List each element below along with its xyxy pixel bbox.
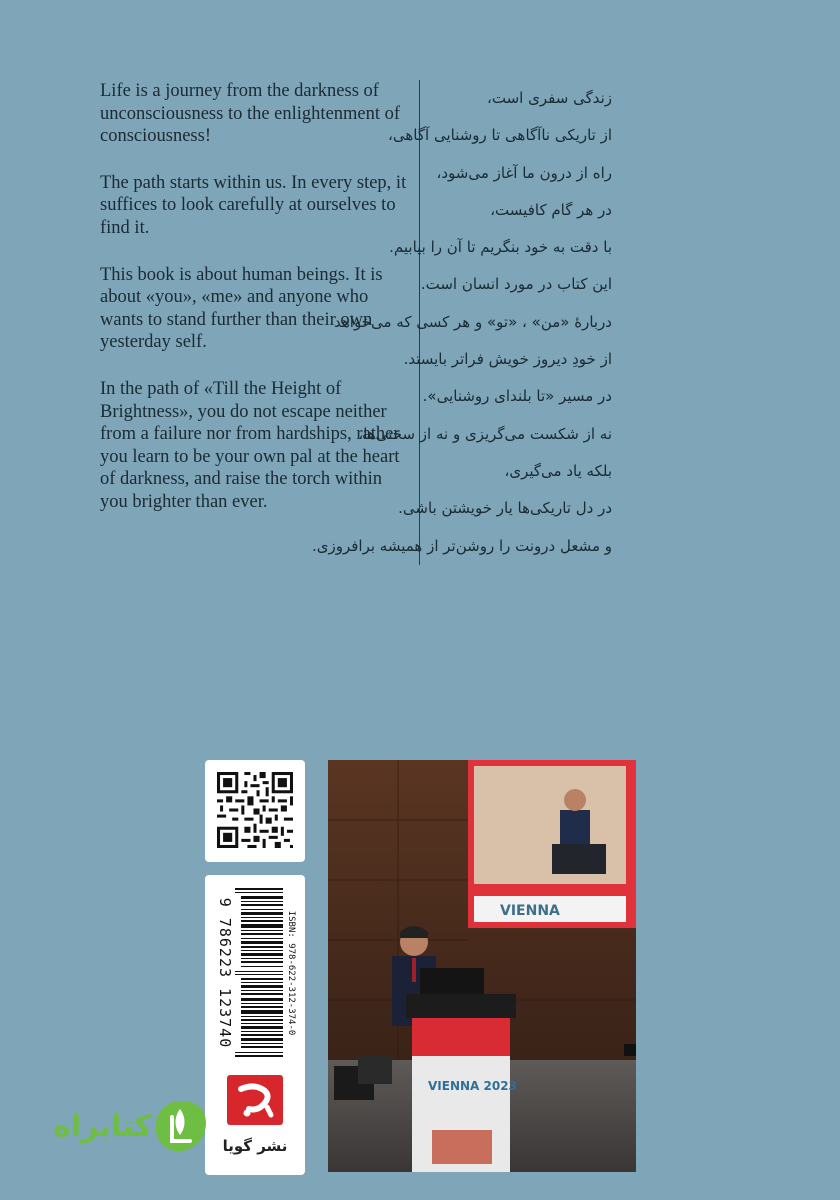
persian-line: این کتاب در مورد انسان است.	[420, 275, 612, 294]
persian-line: در دل تاریکی‌ها یار خویشتن باشی.	[398, 499, 612, 518]
isbn-label: ISBN: 978-622-312-374-0	[286, 910, 296, 1036]
persian-line: دربارهٔ «من» ، «تو» و هر کسی که می‌خواهد	[334, 312, 612, 331]
persian-line: زندگی سفری است،	[487, 89, 612, 107]
publisher-logo-icon	[227, 1075, 283, 1125]
persian-line: از تاریکی ناآگاهی تا روشنایی آگاهی،	[388, 126, 612, 145]
persian-line: بلکه یاد می‌گیری،	[504, 461, 612, 480]
persian-line: در مسیر «تا بلندای روشنایی».	[422, 387, 612, 406]
persian-line: نه از شکست می‌گریزی و نه از سختی‌ها،	[358, 424, 612, 443]
barcode-digits: 9 786223 123740	[216, 897, 234, 1049]
persian-line: در هر گام کافیست،	[490, 200, 612, 219]
persian-line: راه از درون ما آغاز می‌شود،	[436, 163, 612, 182]
isbn-barcode	[213, 878, 297, 1068]
persian-line: و مشعل درونت را روشن‌تر از همیشه برافروزی.	[311, 536, 612, 555]
english-paragraph: In the path of «Till the Height of Brightness», you do not escape neither from a failure nor from hardships, rather you learn to be your own pal at the heart of darkness, and raise the torch within you brighter than ever.	[100, 378, 400, 512]
persian-blurb	[232, 80, 612, 565]
barcode-bars-icon	[235, 888, 283, 1058]
persian-line: با دقت به خود بنگریم تا آن را بیابیم.	[389, 238, 612, 257]
author-photo	[328, 760, 636, 1172]
english-paragraph: Life is a journey from the darkness of unconsciousness to the enlightenment of consciousness!	[100, 81, 401, 147]
ketabrah-leaf-icon	[150, 1095, 212, 1157]
publisher-name: نشر گویا	[222, 1137, 288, 1155]
qr-code-panel	[205, 760, 305, 862]
english-paragraph: This book is about human beings. It is about «you», «me» and anyone who wants to stand further than their own yesterday self.	[100, 264, 383, 353]
english-paragraph: The path starts within us. In every step, it suffices to look carefully at ourselves to find it.	[100, 172, 407, 238]
qr-code-icon	[217, 772, 293, 848]
podium-text: VIENNA 2023	[428, 1079, 517, 1093]
watermark-text: کتابراه	[53, 1109, 152, 1144]
screen-banner-text: VIENNA	[500, 903, 560, 919]
ketabrah-watermark	[40, 1095, 210, 1157]
publisher-logo	[227, 1075, 283, 1125]
barcode-panel	[205, 875, 305, 1175]
persian-line: از خودِ دیروز خویش فراتر بایستد.	[403, 350, 612, 369]
speaker-at-podium-image	[328, 760, 636, 1172]
